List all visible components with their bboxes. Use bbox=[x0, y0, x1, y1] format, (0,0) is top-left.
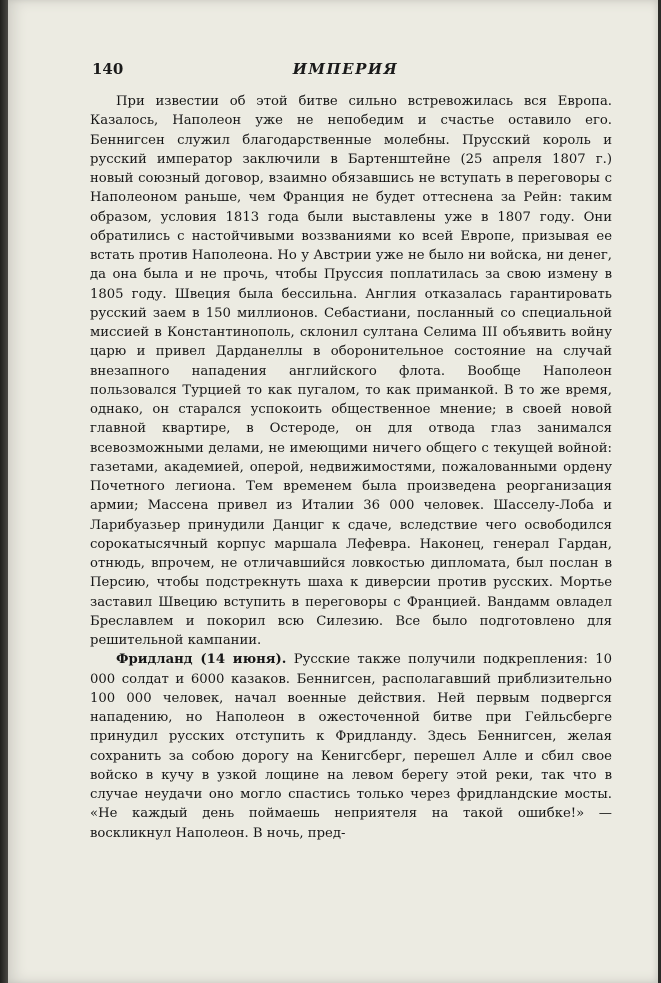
paragraph bbox=[90, 92, 612, 650]
paragraph-2-text: Русские также получили подкрепления: 10 000 солдат и 6000 казаков. Беннигсен, располагавший приблизительно 100 000 человек, начал военные действия. Ней первым подвергся нападению, но Наполеон в ожесточенной битве при Гейльсберге принудил русских отступить к Фридланду. Здесь Беннигсен, желая сохранить за собою дорогу на Кенигсберг, перешел Алле и сбил свое войско в кучу в узкой лощине на левом берегу этой реки, так что в случае неудачи оно могло спастись только через фридландские мосты. «Не каждый день поймаешь неприятеля на такой ошибке!» — воскликнул Наполеон. В ночь, пред- bbox=[90, 652, 612, 841]
page-number: 140 bbox=[92, 60, 124, 78]
paragraph-1-text: При известии об этой битве сильно встревожилась вся Европа. Казалось, Наполеон уже не непобедим и счастье оставило его. Беннигсен служил благодарственные молебны. Прусский король и русский император заключили в Бартенштейне (25 апреля 1807 г.) новый союзный договор, взаимно обязавшись не вступать в переговоры с Наполеоном раньше, чем Франция не будет оттеснена за Рейн: таким образом, условия 1813 года были выставлены уже в 1807 году. Они обратились с настойчивыми воззваниями ко всей Европе, призывая ее встать против Наполеона. Но у Австрии уже не было ни войска, ни денег, да она была и не прочь, чтобы Пруссия поплатилась за свою измену в 1805 году. Швеция была бессильна. Англия отказалась гарантировать русский заем в 150 миллионов. Себастиани, посланный со специальной миссией в Константинополь, склонил султана Селима III объявить войну царю и привел Дарданеллы в оборонительное состояние на случай внезапного нападения английского флота. Вообще Наполеон пользовался Турцией то как пугалом, то как приманкой. В то же время, однако, он старался успокоить общественное мнение; в своей новой главной квартире, в Остероде, он для отвода глаз занимался всевозможными делами, не имеющими ничего общего с текущей войной: газетами, академией, оперой, недвижимостями, пожалованными ордену Почетного легиона. Тем временем была произведена реорганизация армии; Массена привел из Италии 36 000 человек. Шасселу-Лоба и Ларибуазьер принудили Данциг к сдаче, вследствие чего освободился сорокатысячный корпус маршала Лефевра. Наконец, генерал Гардан, отнюдь, впрочем, не отличавшийся ловкостью дипломата, был послан в Персию, чтобы подстрекнуть шаха к диверсии против русских. Мортье заставил Швецию вступить в переговоры с Францией. Вандамм овладел Бреславлем и покорил всю Силезию. Все было подготовлено для решительной кампании. bbox=[90, 94, 612, 648]
running-title: ИМПЕРИЯ bbox=[292, 60, 399, 78]
page-header bbox=[78, 60, 613, 80]
body-text bbox=[90, 92, 612, 843]
paragraph bbox=[90, 650, 612, 843]
page-edge-shadow bbox=[0, 0, 8, 983]
section-heading: Фридланд (14 июня). bbox=[116, 652, 287, 668]
